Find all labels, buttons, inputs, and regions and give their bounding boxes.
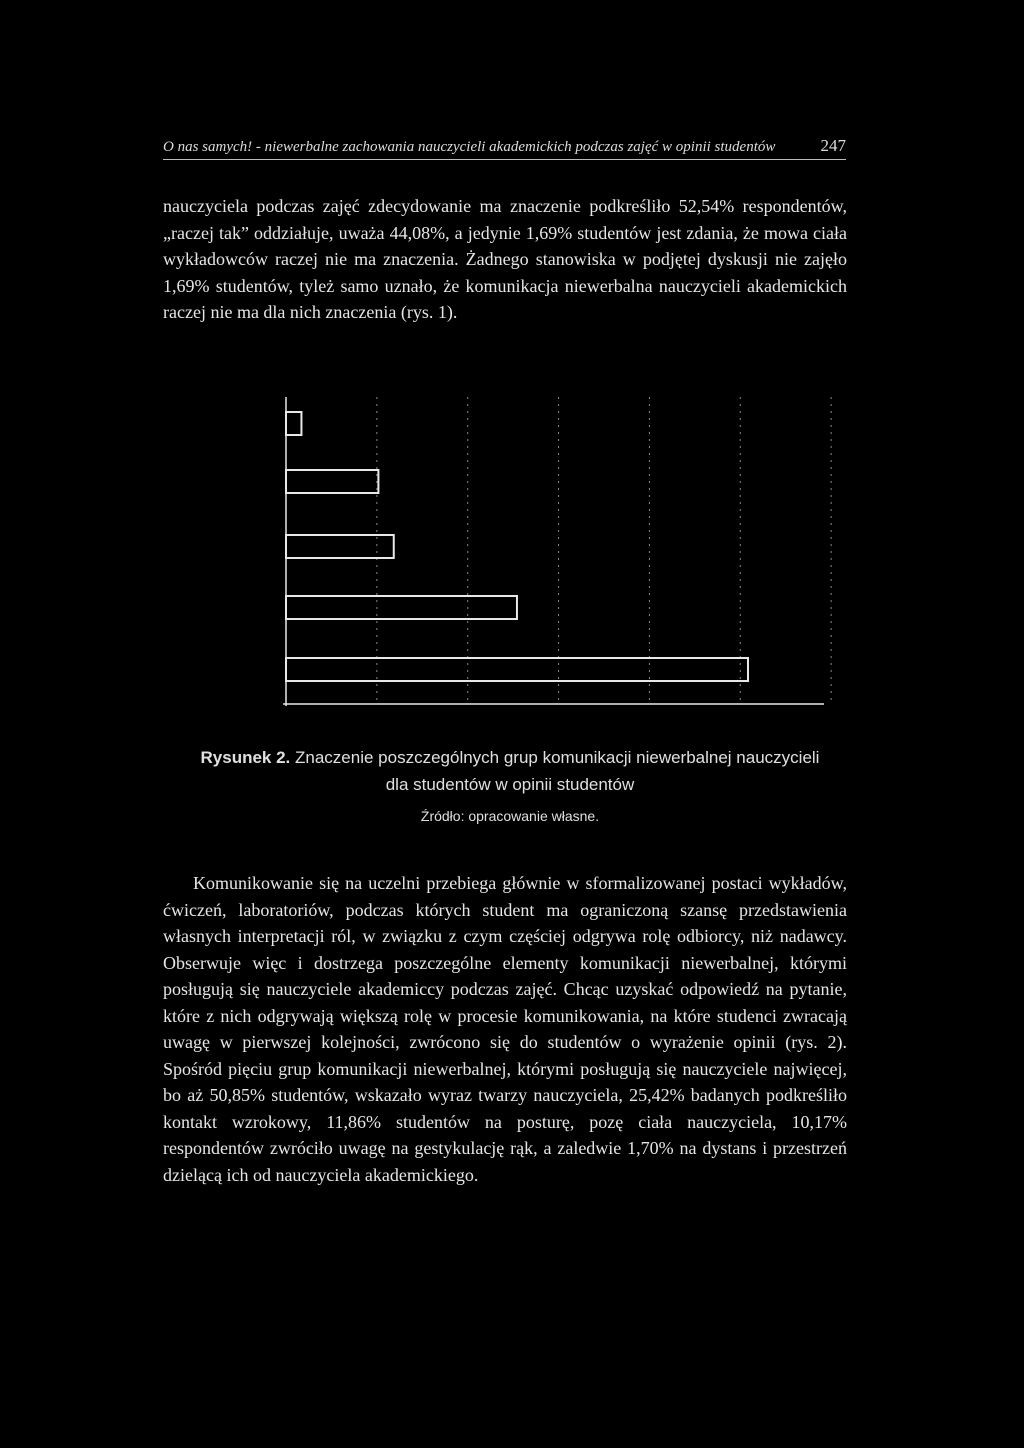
page-number: 247 bbox=[820, 136, 846, 155]
chart-bars bbox=[286, 412, 748, 681]
bar bbox=[286, 412, 301, 435]
running-header bbox=[163, 136, 846, 160]
bar bbox=[286, 596, 517, 619]
bar bbox=[286, 535, 394, 558]
figure-caption-line2: dla studentów w opinii studentów bbox=[385, 775, 635, 794]
figure-caption bbox=[160, 748, 860, 768]
paragraph-1: nauczyciela podczas zajęć zdecydowanie ma znaczenie podkreśliło 52,54% respondentów, „raczej tak” oddziałuje, uważa 44,08%, a jedynie 1,69% studentów jest zdania, że mowa ciała wykładowców raczej nie ma znaczenia. Żadnego stanowiska w podjętej dyskusji nie zajęło 1,69% studentów, tyleż samo uznało, że komunikacja niewerbalna nauczycieli akademickich raczej nie ma dla nich znaczenia (rys. 1). bbox=[163, 196, 847, 322]
chart-gridlines bbox=[377, 397, 831, 700]
running-title: O nas samych! - niewerbalne zachowania nauczycieli akademickich podczas zajęć w opinii studentów bbox=[163, 139, 776, 155]
bar bbox=[286, 658, 748, 681]
figure-source: Źródło: opracowanie własne. bbox=[420, 808, 600, 824]
paragraph-2: Komunikowanie się na uczelni przebiega głównie w sformalizowanej postaci wykładów, ćwiczeń, laboratoriów, podczas których student ma ograniczoną szansę przedstawienia własnych interpretacji ról, w związku z czym częściej odgrywa rolę odbiorcy, niż nadawcy. Obserwuje więc i dostrzega poszczególne elementy komunikacji niewerbalnej, którymi posługują się nauczyciele akademiccy podczas zajęć. Chcąc uzyskać odpowiedź na pytanie, które z nich odgrywają większą rolę w procesie komunikowania, na które studenci zwracają uwagę w pierwszej kolejności, zwrócono się do studentów o wyrażenie opinii (rys. 2). Spośród pięciu grup komunikacji niewerbalnej, którymi posługują się nauczyciele najwięcej, bo aż 50,85% studentów, wskazało wyraz twarzy nauczyciela, 25,42% badanych podkreśliło kontakt wzrokowy, 11,86% studentów na posturę, pozę ciała nauczyciela, 10,17% respondentów zwróciło uwagę na gestykulację rąk, a zaledwie 1,70% na dystans i przestrzeń dzielącą ich od nauczyciela akademickiego. bbox=[163, 873, 847, 1185]
figure-caption-text: Znaczenie poszczególnych grup komunikacji niewerbalnej nauczycieli bbox=[295, 748, 820, 767]
bar bbox=[286, 470, 378, 493]
figure-label: Rysunek 2. bbox=[200, 748, 291, 767]
